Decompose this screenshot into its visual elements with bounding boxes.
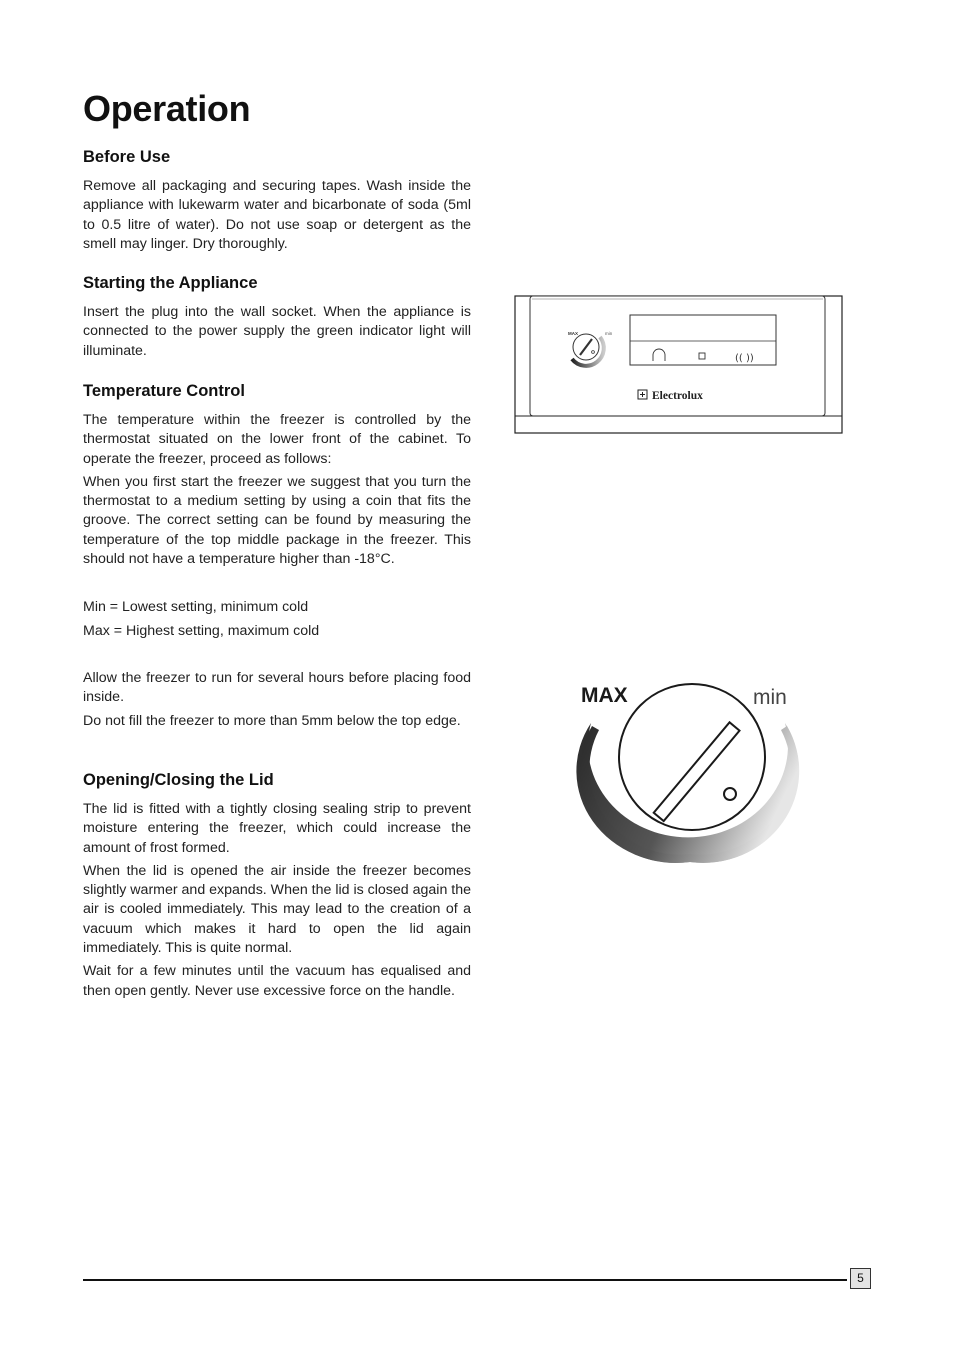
heading-temperature: Temperature Control [83, 382, 245, 400]
dial-knob [619, 684, 765, 830]
heading-lid: Opening/Closing the Lid [83, 771, 274, 789]
paragraph: Remove all packaging and securing tapes. Wash inside the appliance with lukewarm water and bicarbonate of soda (5ml to 0.5 litre of water). Do not use soap or detergent as the smell may linger. Dry thoroughly. [83, 178, 471, 252]
control-panel-illustration [514, 295, 844, 435]
setting-min: Min = Lowest setting, minimum cold [83, 599, 309, 615]
paragraph: Wait for a few minutes until the vacuum has equalised and then open gently. Never use excessive force on the handle. [83, 963, 471, 999]
dial-min-label: min [753, 686, 787, 709]
paragraph: When the lid is opened the air inside the freezer becomes slightly warmer and expands. When the lid is closed again the air is cooled immediately. This may lead to the creation of a vacuum which makes it hard to open the lid again immediately. This is quite normal. [83, 862, 472, 957]
dial-indicator-dot [724, 788, 736, 800]
dial-max-label: MAX [581, 684, 628, 707]
thermostat-dial-illustration [575, 678, 805, 870]
heading-before-use: Before Use [83, 148, 171, 166]
paragraph: The lid is fitted with a tightly closing sealing strip to prevent moisture entering the freezer, which could increase the amount of frost formed. [83, 801, 471, 856]
temperature-notes [83, 669, 471, 731]
setting-max: Max = Highest setting, maximum cold [83, 623, 320, 640]
alarm-indicator-icon: (( )) [735, 353, 754, 364]
small-dial-max-label: MAX [568, 331, 578, 336]
paragraph: Do not fill the freezer to more than 5mm below the top edge. [83, 712, 461, 729]
section-starting [83, 274, 471, 361]
heading-starting: Starting the Appliance [83, 274, 258, 292]
section-temperature [83, 382, 471, 569]
brand-label: Electrolux [652, 390, 703, 402]
paragraph: The temperature within the freezer is controlled by the thermostat situated on the lower front of the cabinet. To operate the freezer, proceed as follows: [83, 412, 471, 467]
paragraph: Allow the freezer to run for several hours before placing food inside. [83, 670, 471, 706]
section-before-use [83, 148, 471, 254]
page-title: Operation [83, 88, 251, 129]
settings-list [83, 598, 471, 642]
footer-rule [83, 1279, 847, 1281]
light-indicator-icon [699, 353, 705, 359]
small-dial-min-label: min [605, 331, 613, 336]
page-number: 5 [850, 1268, 871, 1289]
paragraph: When you first start the freezer we suggest that you turn the thermostat to a medium setting by using a coin that fits the groove. The correct setting can be found by measuring the temperature of the top middle package in the freezer. This should not have a temperature higher than -18°C. [83, 473, 471, 568]
paragraph: Insert the plug into the wall socket. When the appliance is connected to the power supply the green indicator light will illuminate. [83, 304, 471, 359]
section-lid [83, 771, 471, 1001]
